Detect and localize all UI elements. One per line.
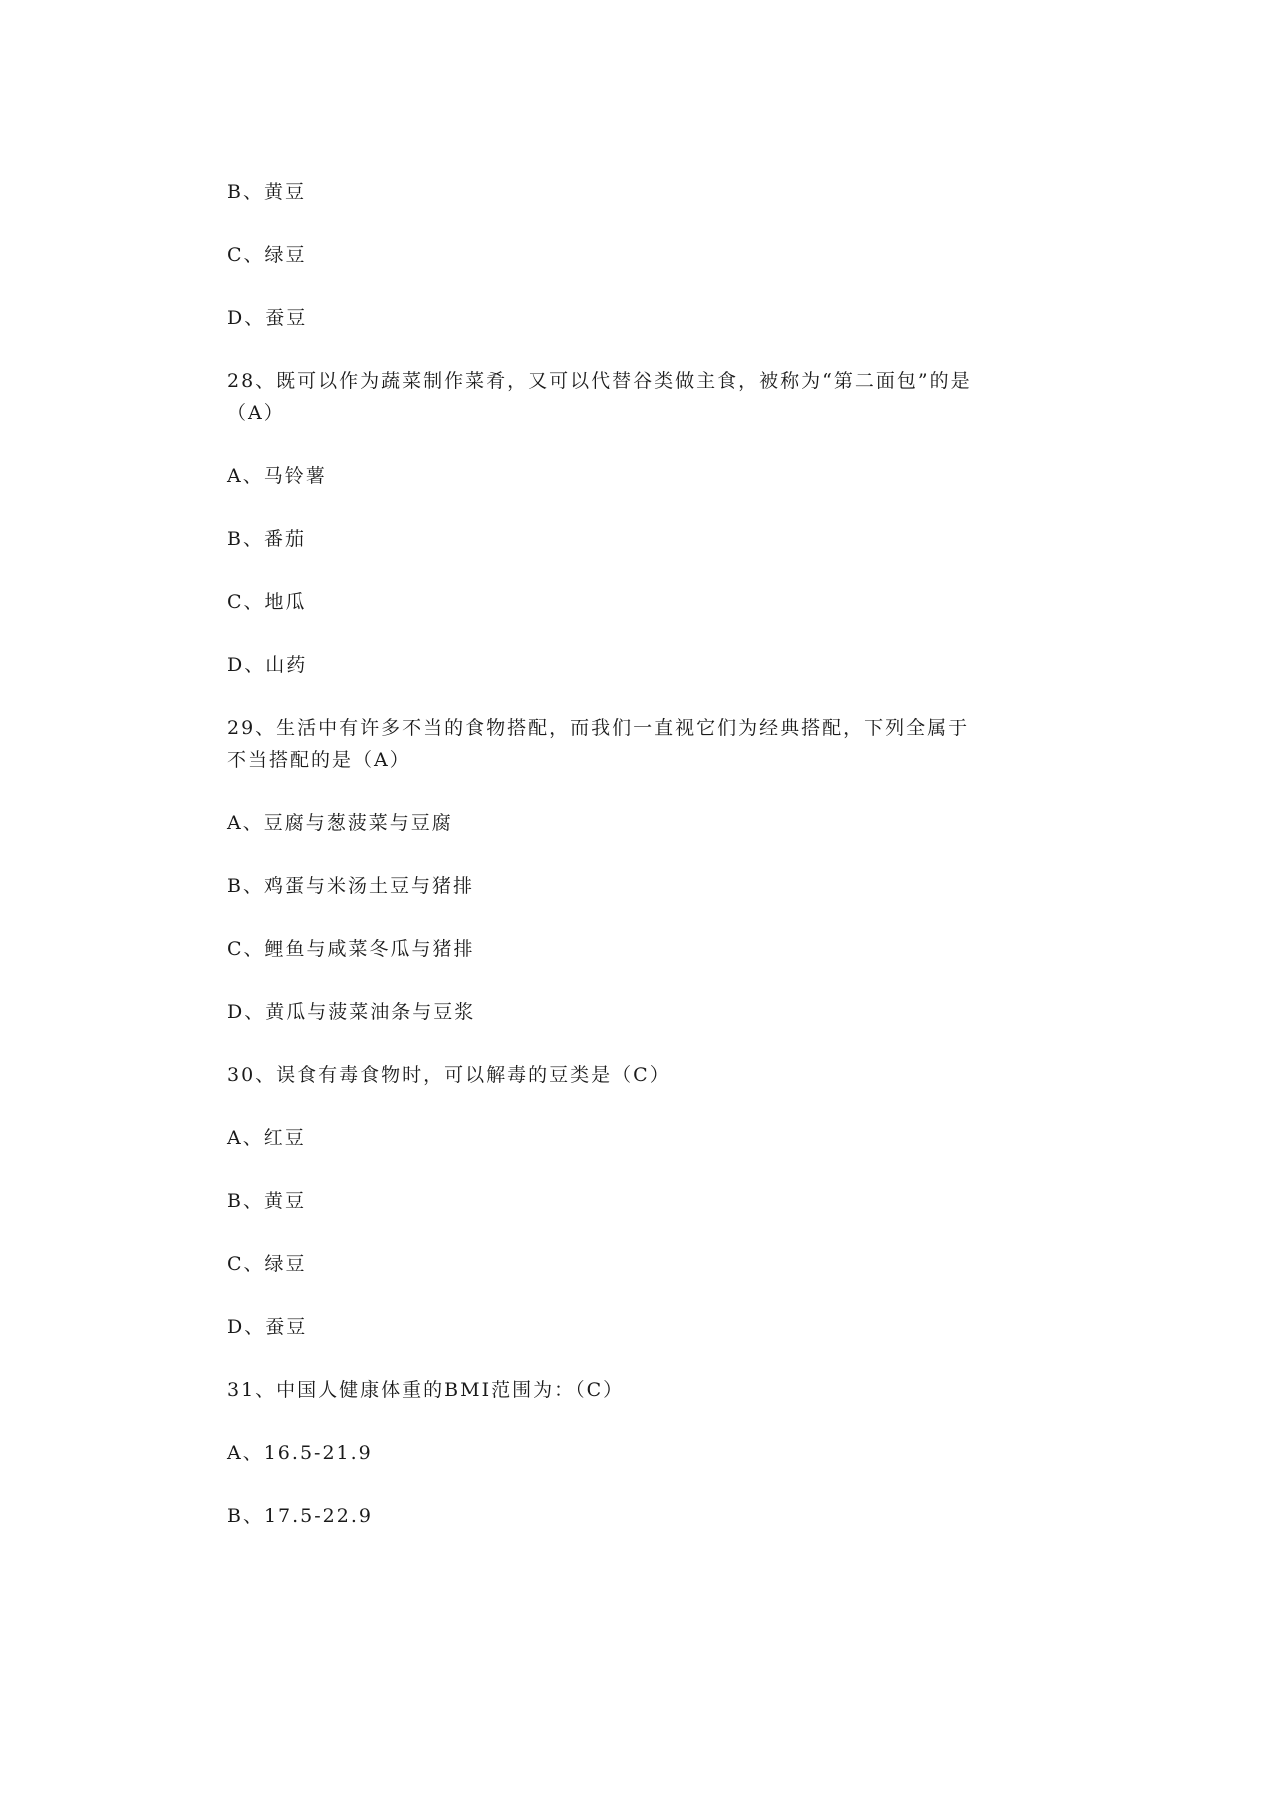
option-c-q28: C、地瓜 xyxy=(227,591,307,613)
option-c-q30: C、绿豆 xyxy=(227,1253,307,1275)
option-b-q31: B、17.5-22.9 xyxy=(227,1505,373,1527)
option-b-q28: B、番茄 xyxy=(227,528,306,550)
question-30: 30、误食有毒食物时，可以解毒的豆类是（C） xyxy=(227,1064,671,1086)
option-b-q27: B、黄豆 xyxy=(227,181,306,203)
question-29-line-2: 不当搭配的是（A） xyxy=(227,749,411,771)
option-c-q29: C、鲤鱼与咸菜冬瓜与猪排 xyxy=(227,938,475,960)
option-a-q28: A、马铃薯 xyxy=(227,465,327,487)
option-b-q30: B、黄豆 xyxy=(227,1190,306,1212)
question-28-line-1: 28、既可以作为蔬菜制作菜肴，又可以代替谷类做主食，被称为“第二面包”的是 xyxy=(227,370,972,392)
option-a-q30: A、红豆 xyxy=(227,1127,306,1149)
option-a-q31: A、16.5-21.9 xyxy=(227,1442,373,1464)
question-29-line-1: 29、生活中有许多不当的食物搭配，而我们一直视它们为经典搭配，下列全属于 xyxy=(227,717,970,739)
option-d-q29: D、黄瓜与菠菜油条与豆浆 xyxy=(227,1001,476,1023)
option-d-q30: D、蚕豆 xyxy=(227,1316,308,1338)
question-31: 31、中国人健康体重的BMI范围为：（C） xyxy=(227,1379,625,1401)
option-a-q29: A、豆腐与葱菠菜与豆腐 xyxy=(227,812,453,834)
option-c-q27: C、绿豆 xyxy=(227,244,307,266)
question-28-line-2: （A） xyxy=(227,402,285,424)
option-b-q29: B、鸡蛋与米汤土豆与猪排 xyxy=(227,875,474,897)
option-d-q27: D、蚕豆 xyxy=(227,307,308,329)
option-d-q28: D、山药 xyxy=(227,654,308,676)
